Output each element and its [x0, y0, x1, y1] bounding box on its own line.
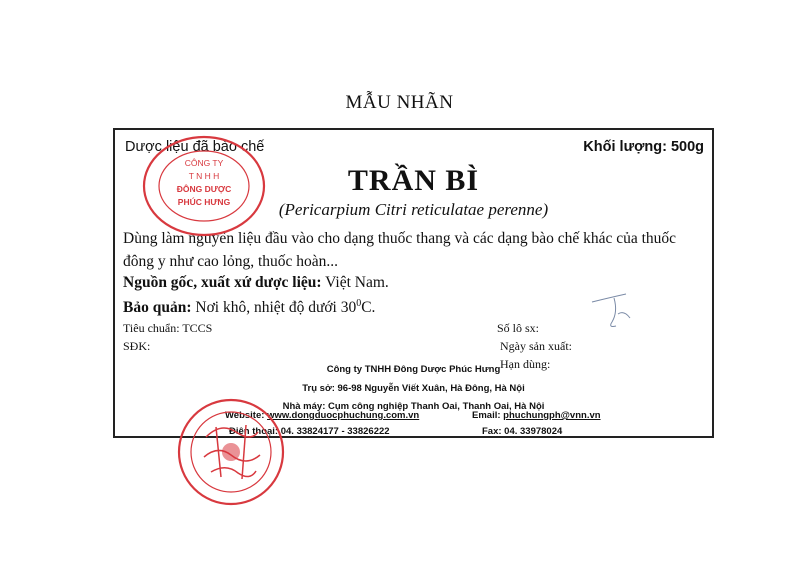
company-headquarters: Trụ sở: 96-98 Nguyễn Viết Xuân, Hà Đông, Hà Nội: [302, 383, 525, 394]
storage-degree: 0: [356, 298, 362, 309]
origin-value: Việt Nam.: [321, 274, 389, 291]
company-name: Công ty TNHH Đông Dược Phúc Hưng: [326, 364, 501, 375]
registration-number: SĐK:: [123, 339, 151, 353]
seal-line-3: ĐÔNG DƯỢC: [176, 184, 232, 194]
signature: [588, 292, 636, 332]
storage-unit: C.: [361, 299, 376, 317]
company-factory: Nhà máy: Cụm công nghiệp Thanh Oai, Thanh Oai, Hà Nội: [282, 401, 545, 412]
origin-line: [123, 274, 389, 292]
document-title: MẪU NHÃN: [345, 92, 454, 113]
net-weight: Khối lượng: 500g: [583, 139, 704, 155]
expiry-date: Hạn dùng:: [500, 357, 551, 371]
storage-label: Bảo quản:: [123, 299, 192, 317]
fax: Fax: 04. 33978024: [482, 426, 563, 437]
email-label: Email:: [472, 410, 504, 421]
website-link[interactable]: www.dongduocphuchung.com.vn: [267, 410, 420, 421]
email-link[interactable]: phuchungph@vnn.vn: [503, 410, 601, 421]
product-name: TRẦN BÌ: [347, 164, 480, 197]
seal-line-2: T N H H: [188, 171, 220, 181]
seal-line-4: PHÚC HƯNG: [177, 197, 231, 207]
usage-text: Dùng làm nguyên liệu đầu vào cho dạng thuốc thang và các dạng bào chế khác của thuốc đông y như cao lỏng, thuốc hoàn...: [123, 230, 677, 270]
manufacture-date: Ngày sản xuất:: [500, 339, 572, 353]
company-seal-2: [176, 397, 286, 507]
company-seal: [141, 134, 267, 238]
standard: Tiêu chuẩn: TCCS: [123, 321, 213, 335]
product-type: Dược liệu đã bào chế: [125, 139, 265, 155]
seal-line-1: CÔNG TY: [184, 158, 224, 168]
origin-label: Nguồn gốc, xuất xứ dược liệu:: [123, 274, 322, 291]
storage-line: [123, 298, 375, 317]
website-label: Website:: [225, 410, 268, 421]
lot-number: Số lô sx:: [497, 321, 540, 335]
latin-name: (Pericarpium Citri reticulatae perenne): [278, 200, 549, 219]
email: [472, 410, 601, 421]
phone: Điện thoại: 04. 33824177 - 33826222: [229, 426, 390, 437]
storage-value: Nơi khô, nhiệt độ dưới 30: [191, 299, 357, 317]
